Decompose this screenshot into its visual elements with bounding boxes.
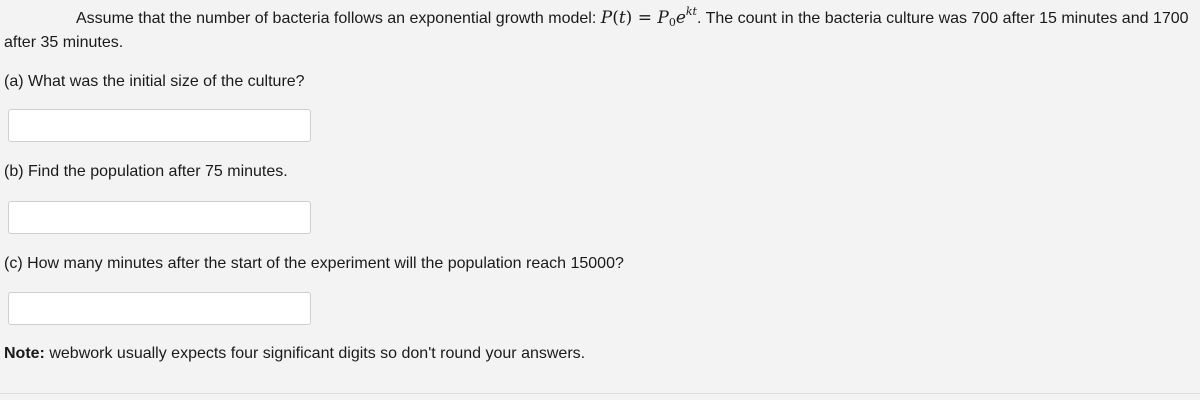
formula-function-name: P	[600, 8, 613, 28]
formula-exponent: kt	[685, 5, 697, 18]
note-text	[4, 344, 585, 364]
growth-formula: $P(t) = P_0e^{kt}$	[600, 5, 697, 29]
answer-input-c[interactable]	[8, 292, 311, 325]
problem-statement	[4, 6, 1196, 55]
problem-intro-text: Assume that the number of bacteria follows an exponential growth model:	[76, 10, 601, 27]
question-b-label: (b) Find the population after 75 minutes.	[4, 163, 288, 180]
note-label: Note:	[4, 345, 45, 362]
bottom-divider	[0, 393, 1200, 394]
formula-initial-population: P	[657, 8, 669, 28]
answer-input-a[interactable]	[8, 109, 311, 142]
question-c-label: (c) How many minutes after the start of the experiment will the population reach 15000?	[4, 255, 624, 272]
note-body: webwork usually expects four significant digits so don't round your answers.	[44, 345, 586, 362]
question-a-label: (a) What was the initial size of the culture?	[4, 73, 305, 90]
problem-data-text: . The count in the bacteria culture was 700 after 15 minutes and 1700 after 35 minutes.	[4, 10, 1189, 51]
answer-input-b[interactable]	[8, 201, 311, 234]
formula-variable: t	[618, 8, 626, 28]
formula-subscript: 0	[668, 16, 676, 29]
formula-base: e	[675, 8, 686, 28]
